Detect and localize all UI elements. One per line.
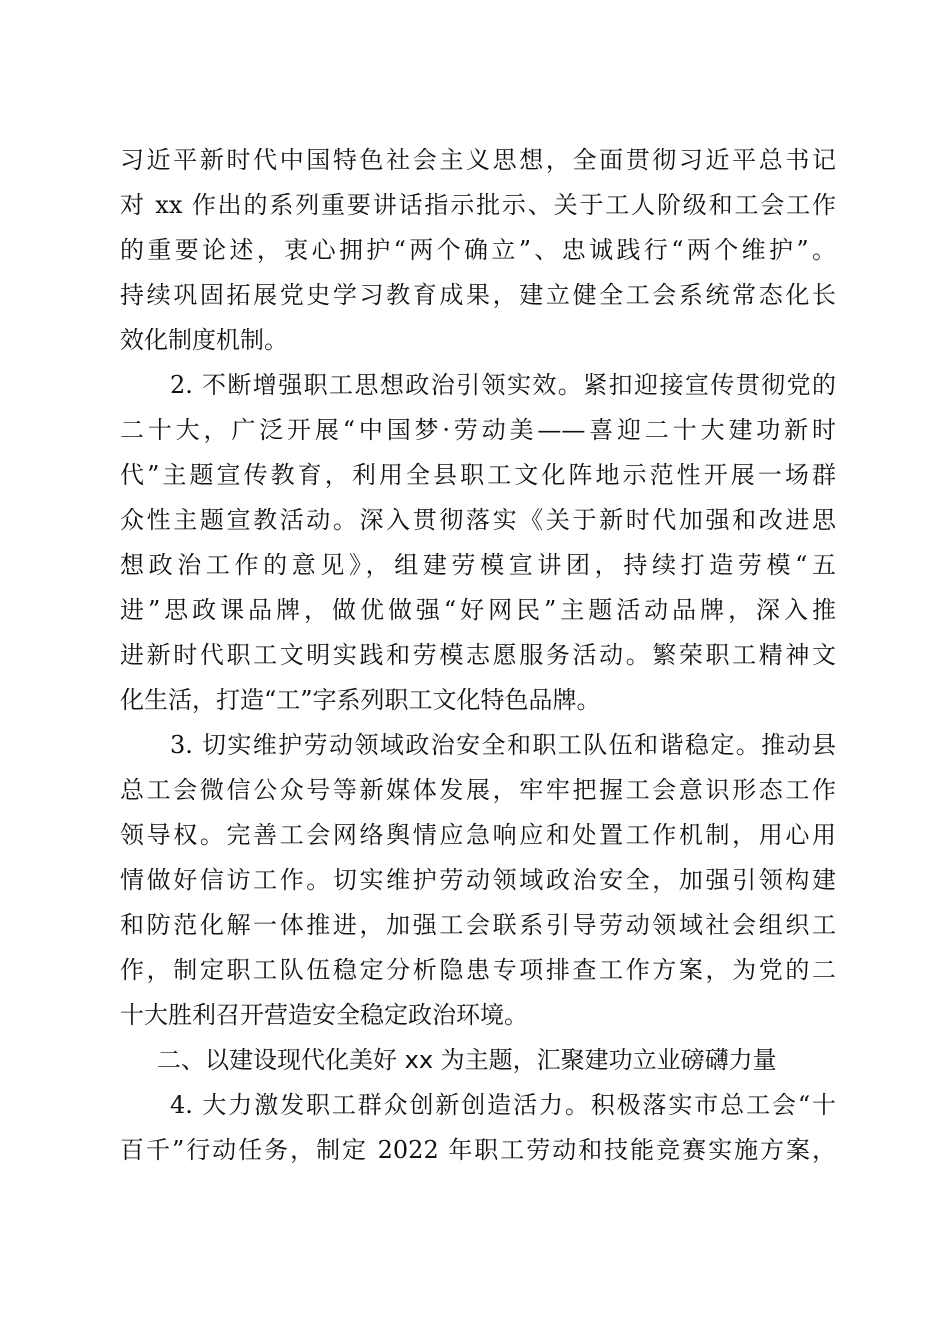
text-line: 领导权。完善工会网络舆情应急响应和处置工作机制，用心用 bbox=[120, 821, 836, 849]
text-line: 和防范化解一体推进，加强工会联系引导劳动领域社会组织工 bbox=[120, 911, 836, 939]
section-heading: 二、以建设现代化美好 xx 为主题，汇聚建功立业磅礴力量 bbox=[157, 1046, 777, 1074]
text-line: 进新时代职工文明实践和劳模志愿服务活动。繁荣职工精神文 bbox=[120, 641, 836, 669]
text-line: 进”思政课品牌，做优做强“好网民”主题活动品牌，深入推 bbox=[120, 596, 836, 624]
text-line: 的重要论述，衷心拥护“两个确立”、忠诚践行“两个维护”。 bbox=[120, 236, 836, 264]
text-line: 十大胜利召开营造安全稳定政治环境。 bbox=[120, 1001, 528, 1029]
text-line: 作，制定职工队伍稳定分析隐患专项排查工作方案，为党的二 bbox=[120, 956, 836, 984]
text-line: 二十大，广泛开展“中国梦·劳动美——喜迎二十大建功新时 bbox=[120, 416, 836, 444]
text-line: 习近平新时代中国特色社会主义思想，全面贯彻习近平总书记 bbox=[120, 146, 836, 174]
text-line: 化生活，打造“工”字系列职工文化特色品牌。 bbox=[120, 686, 601, 714]
text-line: 代”主题宣传教育，利用全县职工文化阵地示范性开展一场群 bbox=[120, 461, 836, 489]
paragraph-4-first-line: 4. 大力激发职工群众创新创造活力。积极落实市总工会“十 bbox=[170, 1091, 836, 1119]
text-line: 对 xx 作出的系列重要讲话指示批示、关于工人阶级和工会工作 bbox=[120, 191, 836, 219]
text-line: 想政治工作的意见》，组建劳模宣讲团，持续打造劳模“五 bbox=[120, 551, 836, 579]
text-line: 持续巩固拓展党史学习教育成果，建立健全工会系统常态化长 bbox=[120, 281, 836, 309]
text-line: 效化制度机制。 bbox=[120, 326, 288, 354]
text-line: 百千”行动任务，制定 2022 年职工劳动和技能竞赛实施方案， bbox=[120, 1136, 836, 1164]
text-line: 情做好信访工作。切实维护劳动领域政治安全，加强引领构建 bbox=[120, 866, 836, 894]
paragraph-3-first-line: 3. 切实维护劳动领域政治安全和职工队伍和谐稳定。推动县 bbox=[170, 731, 836, 759]
paragraph-2-first-line: 2. 不断增强职工思想政治引领实效。紧扣迎接宣传贯彻党的 bbox=[170, 371, 836, 399]
text-line: 众性主题宣教活动。深入贯彻落实《关于新时代加强和改进思 bbox=[120, 506, 836, 534]
text-line: 总工会微信公众号等新媒体发展，牢牢把握工会意识形态工作 bbox=[120, 776, 836, 804]
